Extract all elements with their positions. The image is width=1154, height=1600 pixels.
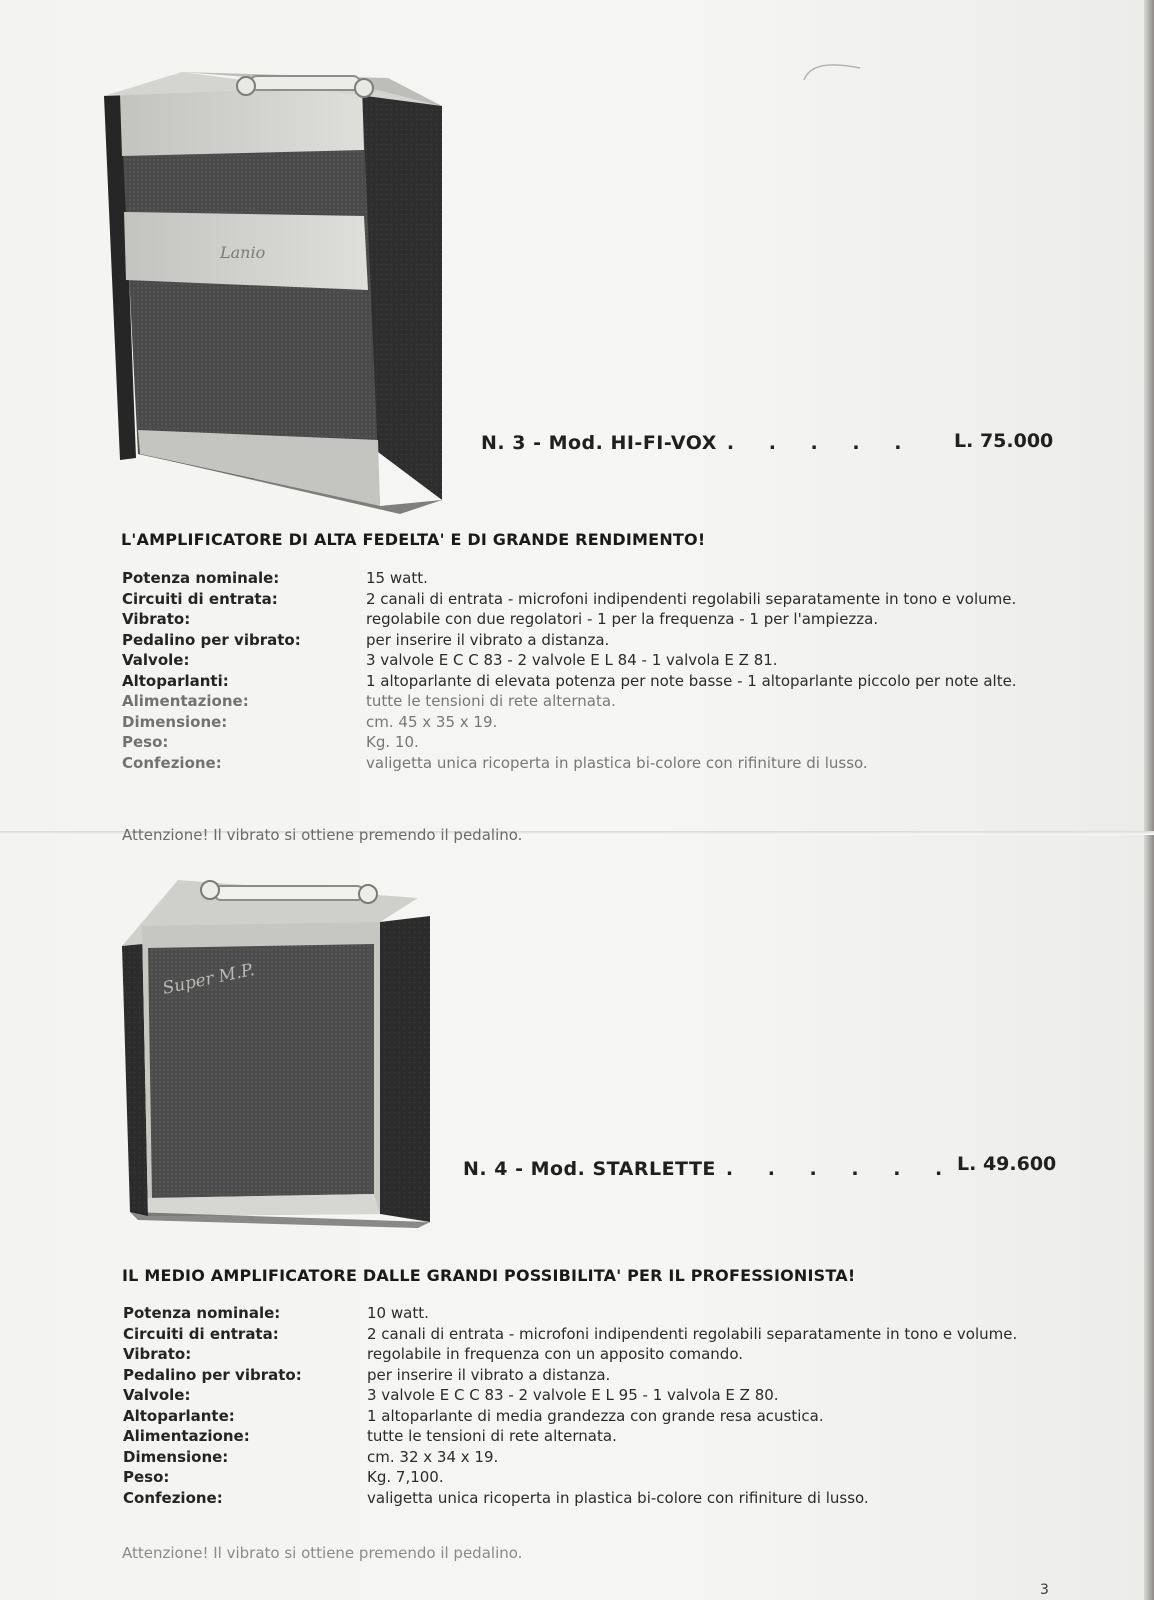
spec-value: 15 watt. (366, 569, 428, 587)
product-2-note: Attenzione! Il vibrato si ottiene premendo il pedalino. (122, 1544, 523, 1562)
spec-label: Dimensione: (123, 1447, 229, 1466)
product-1-model (481, 432, 915, 454)
spec-value: 2 canali di entrata - microfoni indipendenti regolabili separatamente in tono e volume. (366, 589, 1017, 608)
spec-value: 10 watt. (367, 1304, 429, 1322)
spec-row (122, 589, 1044, 610)
spec-value: 1 altoparlante di media grandezza con grande resa acustica. (367, 1406, 824, 1425)
spec-value: 1 altoparlante di elevata potenza per note basse - 1 altoparlante piccolo per note alte. (366, 671, 1017, 690)
spec-row (123, 1324, 1047, 1345)
page-number: 3 (1040, 1582, 1049, 1598)
spec-value: regolabile in frequenza con un apposito comando. (367, 1345, 744, 1363)
hi-fi-vox-amplifier-photo (100, 58, 452, 520)
spec-label: Dimensione: (122, 712, 228, 731)
spec-value: tutte le tensioni di rete alternata. (367, 1427, 617, 1445)
product-2-dots: . . . . . . (725, 1158, 957, 1180)
spec-row (122, 630, 1044, 651)
scan-mark (800, 58, 870, 88)
spec-row (123, 1406, 1047, 1427)
spec-value: cm. 45 x 35 x 19. (366, 712, 498, 731)
spec-row (123, 1447, 1047, 1468)
spec-label: Peso: (123, 1468, 170, 1486)
spec-row (123, 1344, 1047, 1365)
spec-row (122, 691, 1044, 712)
spec-value: valigetta unica ricoperta in plastica bi-colore con rifiniture di lusso. (367, 1488, 869, 1507)
spec-label: Peso: (122, 733, 169, 751)
binding-edge (1144, 0, 1154, 1600)
spec-row (123, 1365, 1047, 1386)
starlette-amplifier-photo (118, 876, 438, 1236)
spec-row (122, 732, 1044, 753)
spec-row (123, 1385, 1047, 1406)
spec-row (122, 568, 1044, 589)
product-1-dots: . . . . . (726, 432, 916, 454)
spec-label: Circuiti di entrata: (123, 1324, 279, 1343)
spec-label: Circuiti di entrata: (122, 589, 278, 608)
spec-row (122, 753, 1044, 774)
spec-label: Vibrato: (123, 1345, 192, 1363)
spec-label: Altoparlante: (123, 1406, 235, 1425)
spec-row (123, 1467, 1047, 1488)
spec-label: Confezione: (122, 753, 222, 772)
spec-row (123, 1426, 1047, 1447)
product-2-headline: IL MEDIO AMPLIFICATORE DALLE GRANDI POSSIBILITA' PER IL PROFESSIONISTA! (122, 1266, 856, 1285)
spec-label: Pedalino per vibrato: (123, 1365, 302, 1384)
product-2-price: L. 49.600 (957, 1153, 1057, 1175)
spec-label: Potenza nominale: (122, 569, 280, 587)
spec-label: Alimentazione: (123, 1427, 250, 1445)
product-2-specs (123, 1303, 1047, 1508)
spec-label: Potenza nominale: (123, 1304, 281, 1322)
spec-row (122, 609, 1044, 630)
product-1-headline: L'AMPLIFICATORE DI ALTA FEDELTA' E DI GRANDE RENDIMENTO! (121, 530, 706, 549)
spec-value: 2 canali di entrata - microfoni indipendenti regolabili separatamente in tono e volume. (367, 1324, 1018, 1343)
spec-label: Confezione: (123, 1488, 223, 1507)
svg-text:Lanio: Lanio (220, 243, 266, 262)
spec-row (122, 671, 1044, 692)
spec-label: Valvole: (123, 1386, 191, 1404)
spec-label: Altoparlanti: (122, 671, 229, 690)
spec-row (123, 1303, 1047, 1324)
spec-label: Pedalino per vibrato: (122, 630, 301, 649)
spec-value: Kg. 10. (366, 733, 419, 751)
spec-value: tutte le tensioni di rete alternata. (366, 692, 616, 710)
spec-value: per inserire il vibrato a distanza. (366, 630, 610, 649)
product-2-model (463, 1158, 956, 1180)
svg-text:Super M.P.: Super M.P. (160, 959, 257, 999)
spec-value: per inserire il vibrato a distanza. (367, 1365, 611, 1384)
spec-value: 3 valvole E C C 83 - 2 valvole E L 84 - 1 valvola E Z 81. (366, 651, 778, 669)
spec-row (123, 1488, 1047, 1509)
spec-value: valigetta unica ricoperta in plastica bi-colore con rifiniture di lusso. (366, 753, 868, 772)
spec-row (122, 650, 1044, 671)
spec-label: Vibrato: (122, 610, 191, 628)
spec-value: cm. 32 x 34 x 19. (367, 1447, 499, 1466)
spec-value: regolabile con due regolatori - 1 per la frequenza - 1 per l'ampiezza. (366, 610, 879, 628)
spec-label: Alimentazione: (122, 692, 249, 710)
product-1-specs (122, 568, 1044, 773)
product-2-model-name: N. 4 - Mod. STARLETTE (463, 1158, 716, 1180)
product-1-note: Attenzione! Il vibrato si ottiene premendo il pedalino. (122, 826, 523, 844)
product-1-price: L. 75.000 (954, 430, 1054, 452)
spec-value: 3 valvole E C C 83 - 2 valvole E L 95 - 1 valvola E Z 80. (367, 1386, 779, 1404)
spec-label: Valvole: (122, 651, 190, 669)
spec-value: Kg. 7,100. (367, 1468, 444, 1486)
product-1-model-name: N. 3 - Mod. HI-FI-VOX (481, 432, 717, 454)
spec-row (122, 712, 1044, 733)
